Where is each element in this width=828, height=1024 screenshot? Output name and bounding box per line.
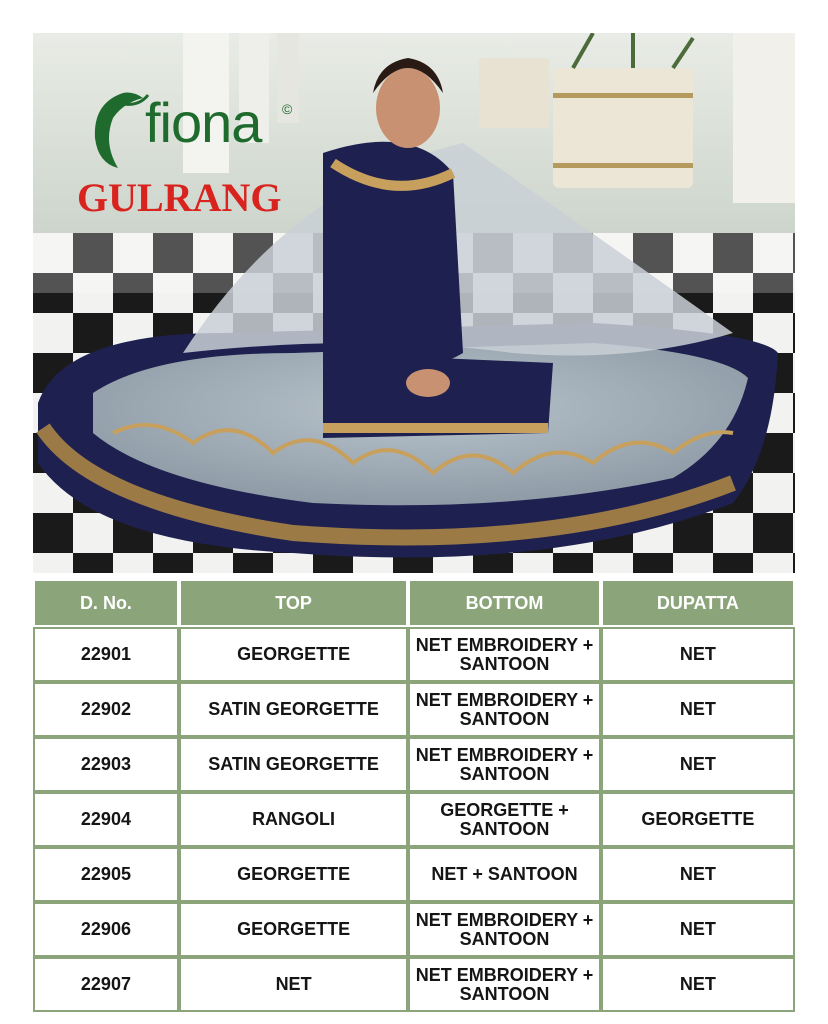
cell-dno: 22903 bbox=[33, 737, 179, 792]
table-row bbox=[33, 902, 795, 957]
cell-dupatta: NET bbox=[601, 902, 795, 957]
header-top: TOP bbox=[179, 579, 408, 627]
table-row bbox=[33, 682, 795, 737]
table-row bbox=[33, 737, 795, 792]
cell-dupatta: NET bbox=[601, 737, 795, 792]
cell-bottom: GEORGETTE + SANTOON bbox=[408, 792, 600, 847]
cell-top: GEORGETTE bbox=[179, 902, 408, 957]
table-row bbox=[33, 627, 795, 682]
cell-dno: 22907 bbox=[33, 957, 179, 1012]
cell-bottom: NET EMBROIDERY + SANTOON bbox=[408, 902, 600, 957]
header-dupatta: DUPATTA bbox=[601, 579, 795, 627]
cell-dupatta: NET bbox=[601, 847, 795, 902]
cell-dno: 22906 bbox=[33, 902, 179, 957]
cell-dupatta: NET bbox=[601, 682, 795, 737]
cell-dno: 22902 bbox=[33, 682, 179, 737]
cell-dno: 22905 bbox=[33, 847, 179, 902]
header-bottom: BOTTOM bbox=[408, 579, 600, 627]
cell-dno: 22901 bbox=[33, 627, 179, 682]
cell-top: SATIN GEORGETTE bbox=[179, 682, 408, 737]
table-row bbox=[33, 847, 795, 902]
cell-bottom: NET EMBROIDERY + SANTOON bbox=[408, 957, 600, 1012]
cell-top: GEORGETTE bbox=[179, 847, 408, 902]
cell-bottom: NET EMBROIDERY + SANTOON bbox=[408, 682, 600, 737]
table-row bbox=[33, 957, 795, 1012]
brand-name: fiona bbox=[145, 91, 262, 154]
cell-top: SATIN GEORGETTE bbox=[179, 737, 408, 792]
collection-title: GULRANG bbox=[77, 175, 282, 220]
cell-top: RANGOLI bbox=[179, 792, 408, 847]
table-header-row bbox=[33, 579, 795, 627]
cell-dupatta: GEORGETTE bbox=[601, 792, 795, 847]
table-row bbox=[33, 792, 795, 847]
cell-bottom: NET + SANTOON bbox=[408, 847, 600, 902]
brand-leaf-icon bbox=[83, 83, 153, 173]
cell-dupatta: NET bbox=[601, 627, 795, 682]
cell-top: NET bbox=[179, 957, 408, 1012]
fabric-spec-table bbox=[33, 579, 795, 1012]
cell-dno: 22904 bbox=[33, 792, 179, 847]
cell-top: GEORGETTE bbox=[179, 627, 408, 682]
header-dno: D. No. bbox=[33, 579, 179, 627]
copyright-mark: © bbox=[282, 101, 293, 117]
brand-block bbox=[77, 83, 323, 223]
product-photo bbox=[33, 33, 795, 573]
cell-bottom: NET EMBROIDERY + SANTOON bbox=[408, 627, 600, 682]
cell-dupatta: NET bbox=[601, 957, 795, 1012]
cell-bottom: NET EMBROIDERY + SANTOON bbox=[408, 737, 600, 792]
